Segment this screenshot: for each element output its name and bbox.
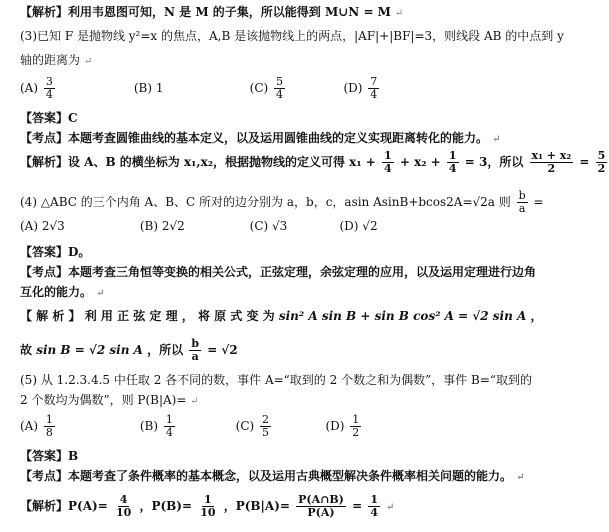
fraction: $\frac{1}{4}$ [370,493,378,519]
fraction: $\frac{4}{10}$ [115,493,132,519]
paragraph-mark-icon: ↵ [190,396,199,407]
option-b [134,80,246,96]
analysis-line-1 [20,4,403,22]
analysis-text: = √2 [207,343,238,357]
question-5-prefix: (5) 从 1.2.3.4.5 中任取 2 各不同的数，事件 A=“取到的 2 个数之和为偶数”，事件 B=“取到的 [20,373,533,387]
option-b: (B) $\frac{1}{4}$ [139,413,173,439]
question-3-suffix: 轴的距离为 [20,53,81,67]
fraction: $\frac{7}{4}$ [370,75,378,101]
fraction: $\frac{1}{4}$ [384,149,392,175]
question-3-options [20,76,381,101]
formula: sin² A sin B + sin B cos² A = √2 sin A [278,309,527,323]
question-4-text [20,190,544,215]
answer-text: 【答案】C [20,111,78,125]
analysis-text: 故 [20,343,33,357]
question-5-point [20,468,525,486]
analysis-text: 【解析】P(A)= [20,499,108,513]
fraction: $\frac{1}{10}$ [200,493,216,519]
paragraph-mark-icon: ↵ [96,288,105,299]
option-label: (D) [343,81,363,95]
option-d [343,76,381,101]
analysis-text: = 3，所以 [464,155,524,169]
paragraph-mark-icon: ↵ [83,56,93,67]
analysis-text: 【解析】利用韦恩图可知，N 是 M 的子集，所以能得到 M∪N = M [20,5,391,19]
question-5-text [20,372,532,388]
option-d: (D) √2 [339,219,378,233]
question-4-point-continued [20,284,105,302]
fraction: $\frac{1}{4}$ [448,149,457,175]
option-d: (D) $\frac{1}{2}$ [325,413,360,439]
analysis-text: ，P(B)= [139,499,193,513]
option-label: (C) [249,81,269,95]
question-3-answer [20,110,78,126]
option-label: (B) [133,81,153,95]
point-text: 【考点】本题考查了条件概率的基本概念，以及运用古典概型解决条件概率相关问题的能力。 [20,469,513,483]
fraction: $\frac{b}{a}$ [518,189,526,215]
fraction: $\frac{3}{4}$ [45,75,53,101]
option-a: (A) $\frac{1}{8}$ [20,413,53,439]
analysis-text: 【 解 析 】 利 用 正 弦 定 理 ， 将 原 式 变 为 [20,309,275,323]
question-3-point [20,130,501,148]
fraction: $\frac{b}{a}$ [191,337,200,363]
answer-text: 【答案】D。 [20,245,91,259]
paragraph-mark-icon: ↵ [516,472,525,483]
analysis-text: ，P(B|A)= [223,499,290,513]
question-5-text-continued [20,392,199,410]
question-5-answer [20,448,78,464]
option-label: (A) [20,81,39,95]
analysis-text: ， [530,309,543,323]
paragraph-mark-icon: ↵ [386,502,395,513]
analysis-text: ，所以 [147,343,184,357]
question-4-answer [20,244,90,260]
analysis-text: = [579,155,590,169]
option-c [250,76,340,101]
question-5-suffix: 2 个数均为偶数”，则 P(B|A)= [20,393,187,407]
option-c: (C) √3 [249,219,288,233]
question-4-analysis-1 [20,308,543,324]
fraction: $\frac{P(A\cap B)}{P(A)}$ [298,493,344,519]
question-5-analysis [20,494,395,519]
analysis-text: = [352,499,363,513]
question-3-text [20,28,564,44]
question-4-point [20,264,536,280]
analysis-text: + x₂ + [399,155,441,169]
question-3-analysis [20,150,609,175]
answer-text: 【答案】B [20,449,79,463]
point-text: 【考点】本题考查圆锥曲线的基本定义，以及运用圆锥曲线的定义实现距离转化的能力。 [20,131,489,145]
option-c: (C) $\frac{2}{5}$ [235,413,270,439]
formula: sin B = √2 sin A [36,343,143,357]
option-value: 1 [155,81,164,95]
fraction: $\frac{5}{2}$ [597,149,606,175]
paragraph-mark-icon: ↵ [492,134,501,145]
option-a: (A) 2√3 [20,219,65,233]
question-4-suffix: = [533,195,544,209]
paragraph-mark-icon: ↵ [394,8,404,19]
point-text: 【考点】本题考查三角恒等变换的相关公式，正弦定理，余弦定理的应用，以及运用定理进行边角 [20,265,537,279]
fraction: $\frac{5}{4}$ [276,75,284,101]
question-4-analysis-2 [20,338,238,363]
option-b: (B) 2√2 [139,219,185,233]
question-3-text-continued [20,52,92,70]
analysis-text: 【解析】设 A、B 的横坐标为 x₁,x₂，根据抛物线的定义可得 x₁ + [20,155,380,169]
question-4-options [20,218,378,234]
question-4-prefix: (4) △ABC 的三个内角 A、B、C 所对的边分别为 a，b，c，asin AsinB+bcos2A=√2a 则 [20,195,511,209]
question-5-options [20,414,363,439]
option-a [20,76,130,101]
fraction: $\frac{\text{x₁ + x₂}}{2}$ [531,149,572,175]
point-text: 互化的能力。 [20,285,93,299]
question-3-prefix: (3)已知 F 是抛物线 y²=x 的焦点，A,B 是该抛物线上的两点，|AF|+|BF|=3，则线段 AB 的中点到 y [20,29,564,43]
